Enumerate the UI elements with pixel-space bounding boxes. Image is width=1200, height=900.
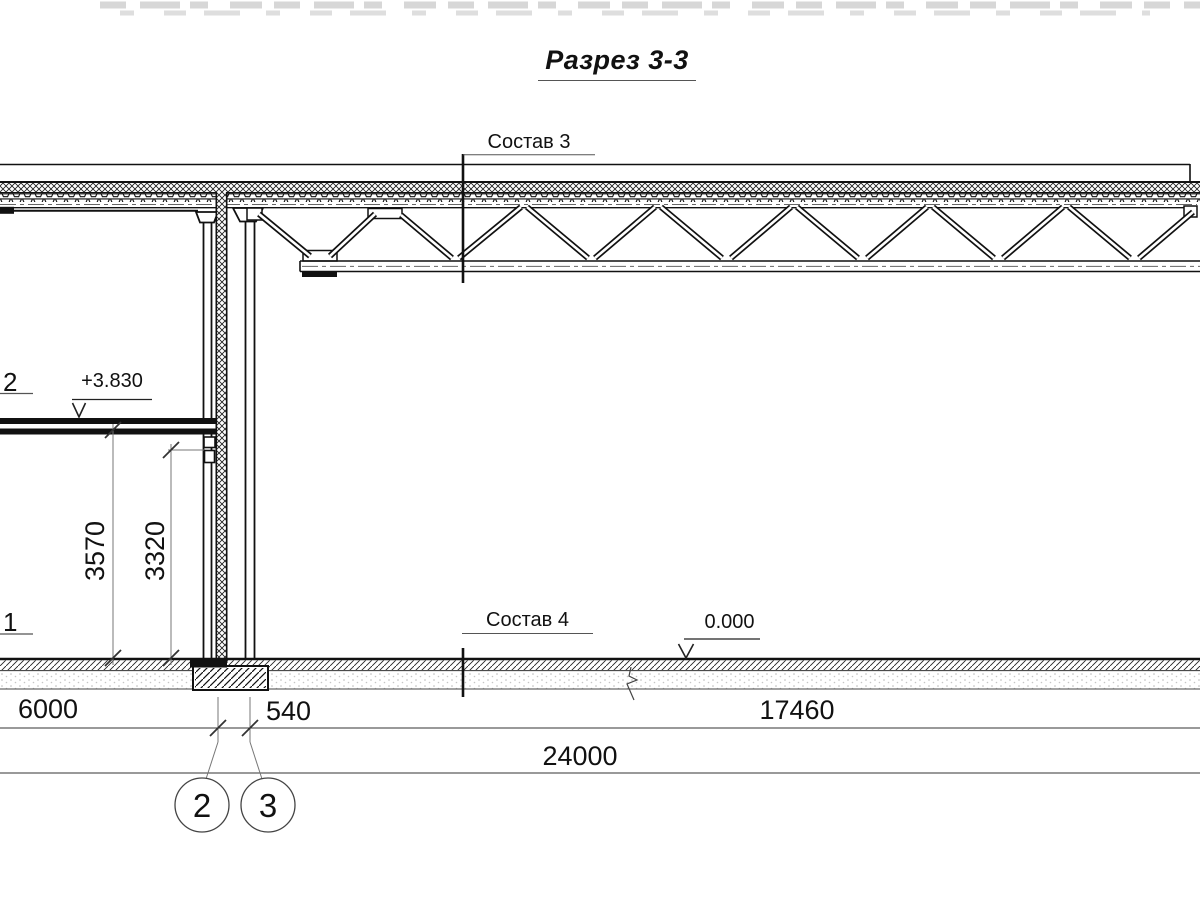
wall-base: [190, 658, 227, 668]
level-mark-upper: +3.830: [81, 370, 143, 392]
edge-beam-cut: [0, 207, 14, 214]
dimension-6000: 6000: [17, 694, 79, 724]
edge-label-lower: 1: [3, 607, 18, 637]
level-mark-ground: 0.000: [704, 611, 755, 633]
composition-marker-3: Состав 3: [487, 131, 571, 153]
drawing-title: Разрез 3-3: [545, 45, 689, 75]
composition-marker-4: Состав 4: [486, 609, 569, 631]
roof-assembly: [0, 164, 1200, 214]
floor-screed-hatch: [0, 661, 1200, 671]
roof-deck-profile: [0, 193, 1200, 202]
dimension-3320: 3320: [140, 520, 170, 582]
beam-connection-plate: [204, 437, 215, 448]
dimension-540: 540: [266, 696, 312, 726]
level-arrow-ground: [679, 644, 694, 658]
interior-column-capital: [196, 212, 218, 223]
grid-number-3: 3: [258, 787, 278, 824]
wall-insulation-hatch: [216, 192, 227, 663]
level-marks: [72, 400, 760, 659]
roof-insulation-hatch: [0, 183, 1200, 193]
dimension-3570: 3570: [80, 520, 110, 582]
dimension-24000: 24000: [542, 741, 618, 771]
dimension-17460: 17460: [759, 695, 835, 725]
level-arrow-upper: [73, 403, 86, 417]
grid-number-2: 2: [192, 787, 212, 824]
foundation-hatch: [195, 668, 266, 688]
upper-floor-slab: [0, 418, 216, 463]
floor-subbase-stipple: [0, 672, 1200, 689]
wall-panel: [216, 192, 227, 663]
beam-connection-plate: [205, 451, 215, 463]
truss-bearing-seat: [302, 272, 337, 278]
top-cutoff-artifact: [100, 5, 1200, 13]
ground-floor: [0, 659, 1200, 700]
edge-label-upper: 2: [3, 367, 18, 397]
